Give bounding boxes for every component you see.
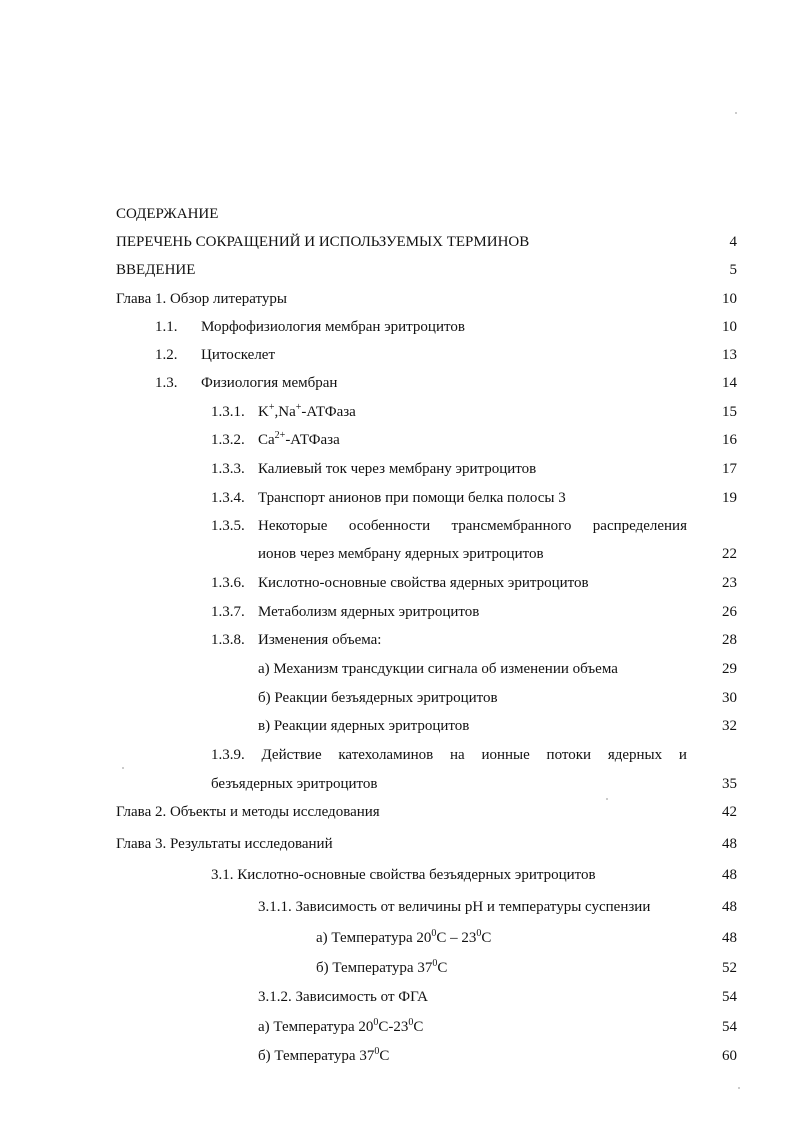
page-number: 13 [722,347,737,363]
toc-entry-chapter-3: Глава 3. Результаты исследований [116,836,333,852]
toc-entry-1-3: Физиология мембран [201,375,338,391]
toc-entry-1-3-7: Метаболизм ядерных эритроцитов [258,604,480,620]
word: особенности [348,518,431,534]
word: потоки [546,747,592,763]
page-number: 54 [722,989,737,1005]
page-number: 48 [722,836,737,852]
toc-title: СОДЕРЖАНИЕ [116,206,219,222]
page-number: 5 [729,262,737,278]
toc-entry-1-3-4: Транспорт анионов при помощи белка полосы 3 [258,490,566,506]
page-number: 28 [722,632,737,648]
section-number: 1.3.4. [211,490,245,506]
section-number: 1.3.3. [211,461,245,477]
toc-entry-1-3-9-continued: безъядерных эритроцитов [211,776,378,792]
word: ионные [481,747,530,763]
page-number: 30 [722,690,737,706]
toc-entry-1-3-5-continued: ионов через мембрану ядерных эритроцитов [258,546,544,562]
page-number: 10 [722,319,737,335]
page-number: 48 [722,899,737,915]
section-number: 1.3.2. [211,432,245,448]
word: Некоторые [258,518,328,534]
page-number: 42 [722,804,737,820]
page-number: 29 [722,661,737,677]
toc-entry-1-1: Морфофизиология мембран эритроцитов [201,319,465,335]
toc-entry-chapter-1: Глава 1. Обзор литературы [116,291,287,307]
scan-speck [738,1087,740,1089]
toc-entry-1-2: Цитоскелет [201,347,276,363]
page-number: 60 [722,1048,737,1064]
page-number: 26 [722,604,737,620]
section-number: 1.3. [155,375,178,391]
section-number: 1.3.1. [211,404,245,420]
toc-entry-3-1-2-a: а) Температура $20^0С-23^0С$ [258,1017,424,1035]
toc-entry-3-1-1: 3.1.1. Зависимость от величины pH и температуры суспензии [258,899,651,915]
page-number: 19 [722,490,737,506]
word: распределения [592,518,687,534]
page-number: 48 [722,867,737,883]
word: на [450,747,465,763]
page-number: 4 [729,234,737,250]
section-number: 1.3.6. [211,575,245,591]
toc-entry-1-3-2: $Ca^{2+}$-АТФаза [258,430,340,448]
section-number: 1.3.8. [211,632,245,648]
page-number: 23 [722,575,737,591]
toc-entry-abbreviations: ПЕРЕЧЕНЬ СОКРАЩЕНИЙ И ИСПОЛЬЗУЕМЫХ ТЕРМИНОВ [116,234,530,250]
page-number: 22 [722,546,737,562]
scan-speck [735,112,737,114]
toc-entry-1-3-1: K+,Na+-АТФаза [258,402,356,420]
toc-entry-3-1-2: 3.1.2. Зависимость от ФГА [258,989,428,1005]
word: ядерных [607,747,663,763]
page-number: 17 [722,461,737,477]
toc-entry-introduction: ВВЕДЕНИЕ [116,262,196,278]
toc-entry-1-3-8: Изменения объема: [258,632,382,648]
page-number: 54 [722,1019,737,1035]
word: катехоламинов [338,747,434,763]
page-number: 16 [722,432,737,448]
section-number: 1.3.5. [211,518,245,534]
toc-entry-chapter-2: Глава 2. Объекты и методы исследования [116,804,380,820]
toc-entry-3-1-1-a: а) Температура $20^0С - 23^0С$ [316,928,492,946]
toc-entry-1-3-8-c: в) Реакции ядерных эритроцитов [258,718,470,734]
page-number: 10 [722,291,737,307]
section-number: 1.3.9. [211,747,245,763]
section-number: 1.1. [155,319,178,335]
toc-entry-3-1-1-b: б) Температура $37^0С$ [316,958,448,976]
page-number: 48 [722,930,737,946]
page-number: 35 [722,776,737,792]
toc-entry-3-1: 3.1. Кислотно-основные свойства безъядерных эритроцитов [211,867,596,883]
toc-entry-1-3-9 [211,746,687,764]
toc-entry-3-1-2-b: б) Температура $37^0С$ [258,1046,390,1064]
page-number: 32 [722,718,737,734]
section-number: 1.2. [155,347,178,363]
page-number: 15 [722,404,737,420]
page-number: 52 [722,960,737,976]
toc-entry-1-3-5 [258,517,687,535]
word: и [678,747,687,763]
toc-entry-1-3-8-b: б) Реакции безъядерных эритроцитов [258,690,498,706]
toc-entry-1-3-8-a: а) Механизм трансдукции сигнала об изменении объема [258,661,618,677]
toc-entry-1-3-3: Калиевый ток через мембрану эритроцитов [258,461,537,477]
toc-entry-1-3-6: Кислотно-основные свойства ядерных эритроцитов [258,575,589,591]
page-number: 14 [722,375,737,391]
scan-speck [606,798,608,800]
scan-speck [122,767,124,769]
section-number: 1.3.7. [211,604,245,620]
word: трансмембранного [451,518,572,534]
word: Действие [261,747,322,763]
